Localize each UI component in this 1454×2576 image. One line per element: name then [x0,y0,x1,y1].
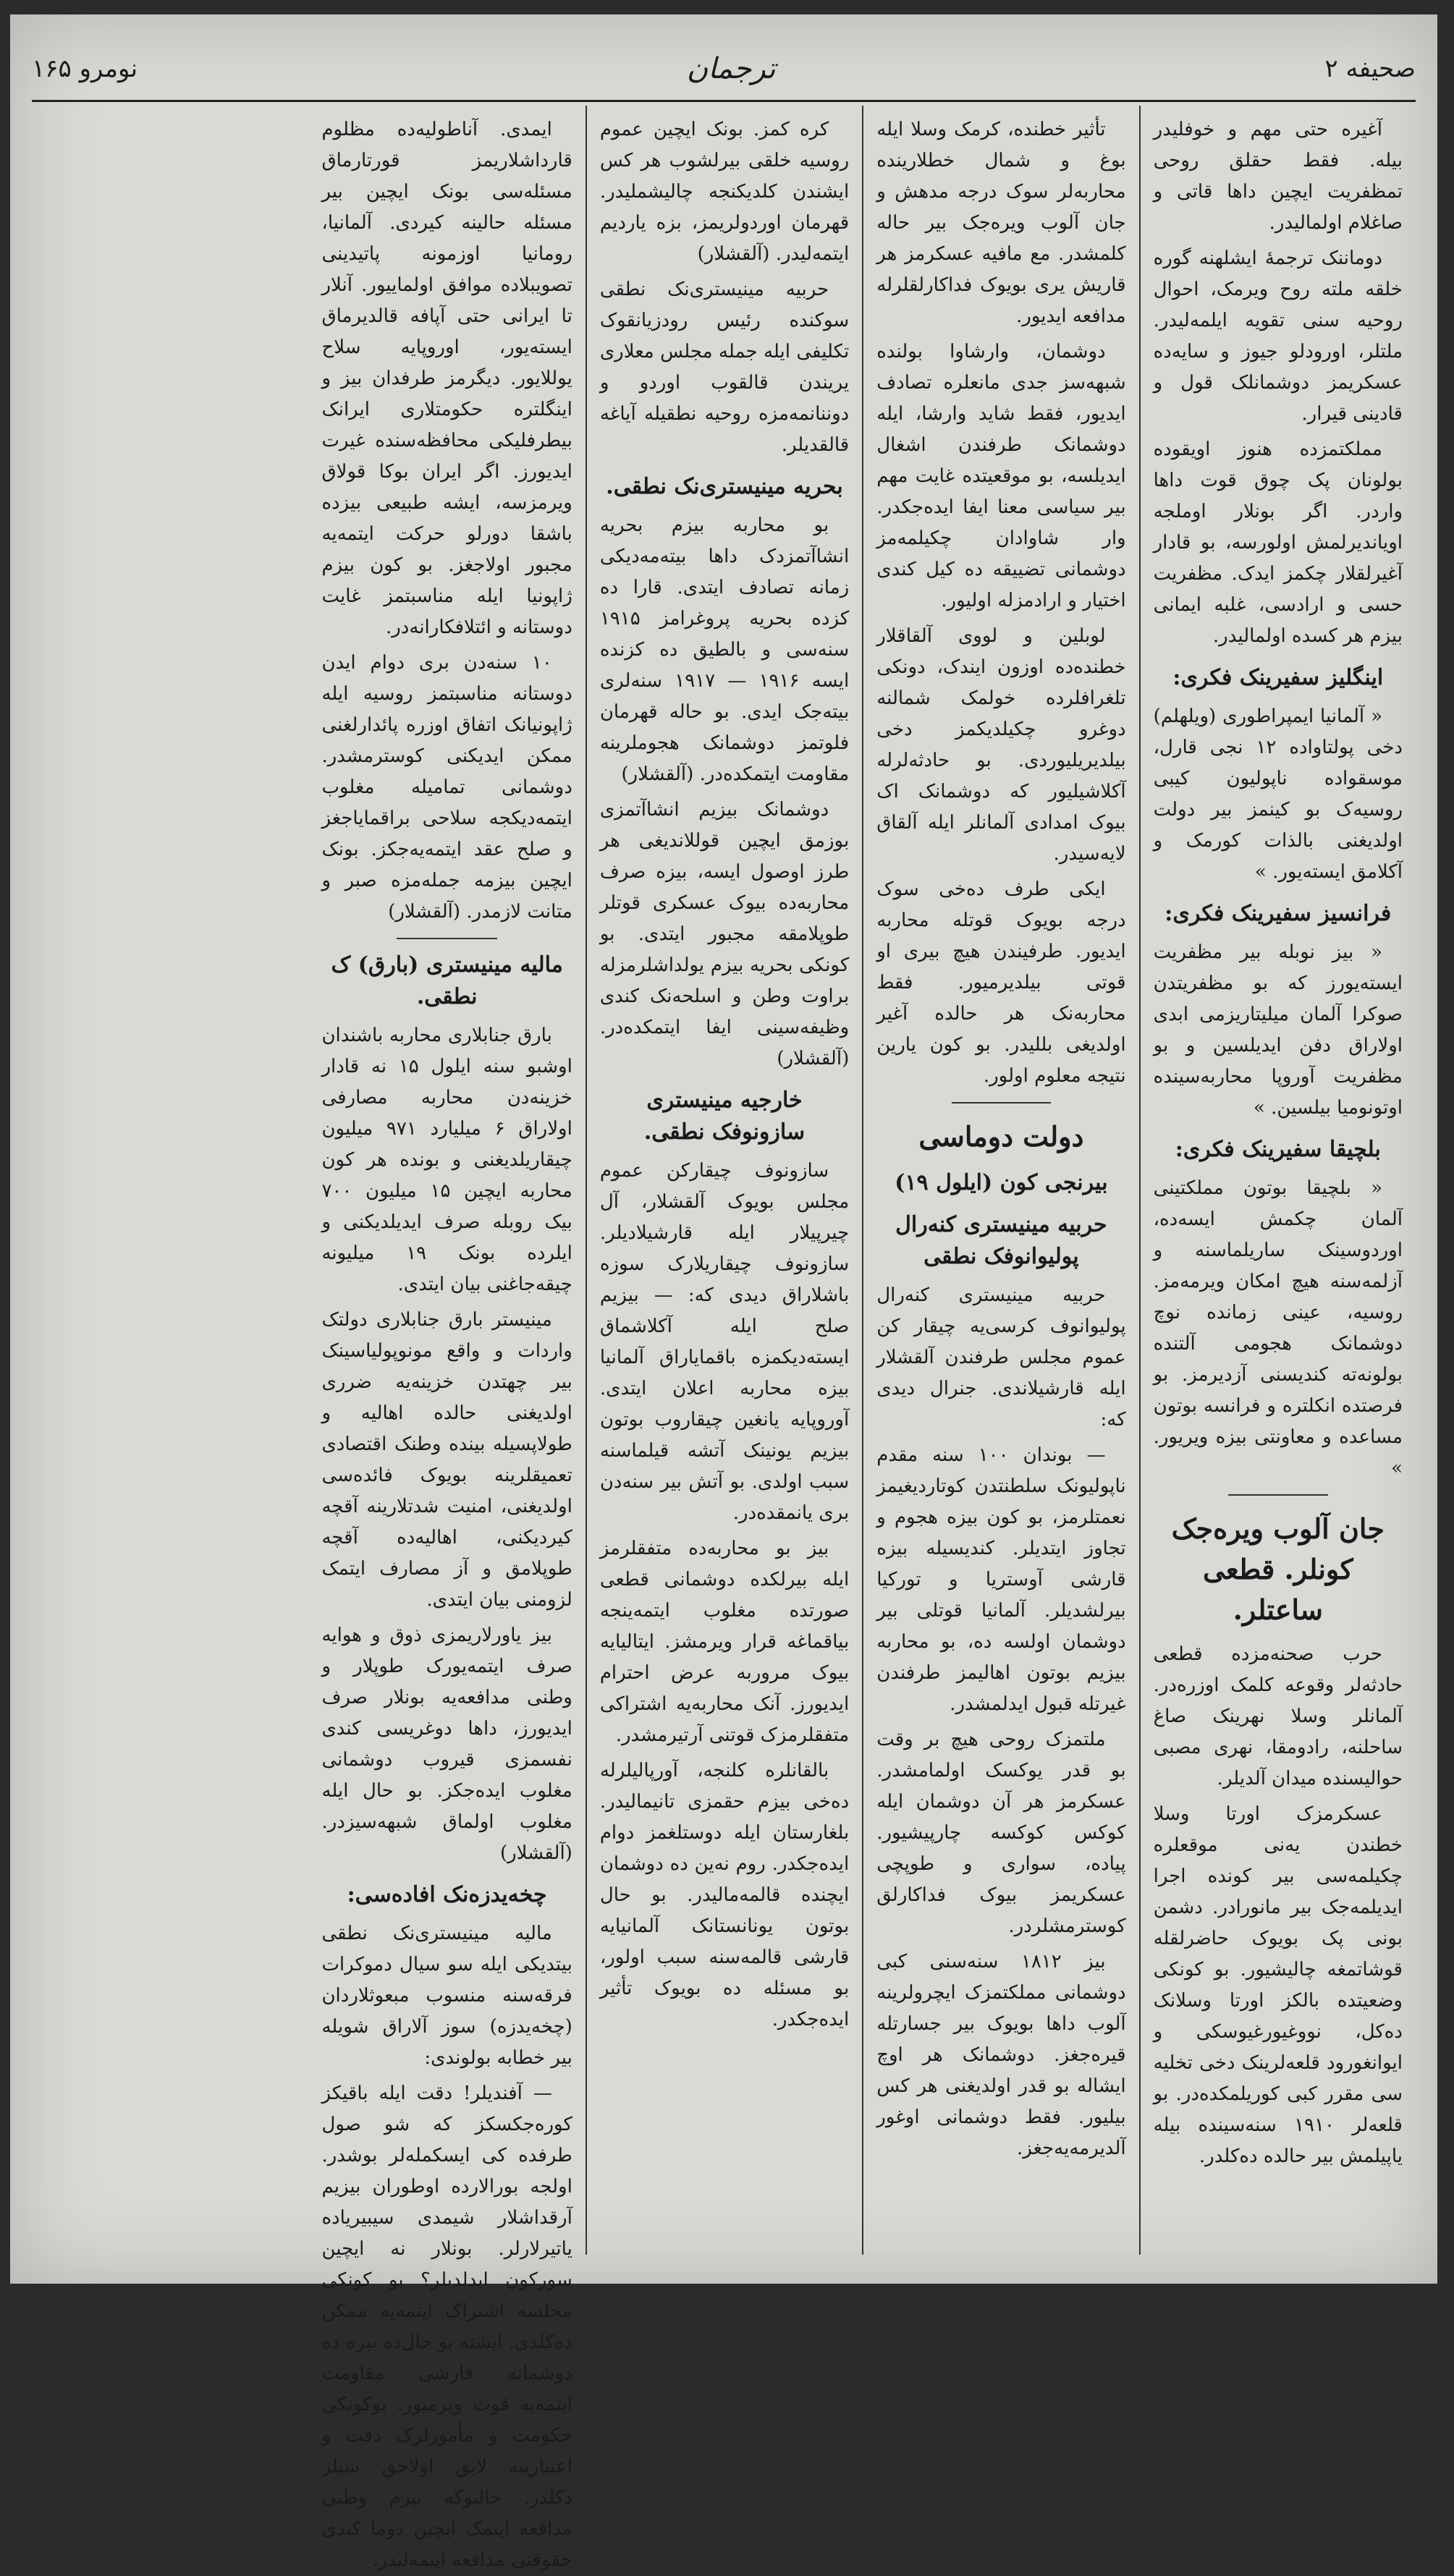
paragraph: سازونوف چیقارکن عموم مجلس بویوک آلقشلار، آل چیرپیلار ایله قارشیلادیلر. سازونوف چیقاریلارک سوزه باشلاراق دیدی که: — بیزیم صلح ایله آکلاشماق ایسته‌دیکمزه باقمایاراق آلمانیا بیزه محاربه اعلان ایتدی. آوروپایه یانغین چیقاروب بوتون بیزیم یونینک آتشه قیلماسنه سبب اولدی. بو آتش بیر سنه‌دن بری یانمقده‌در. [599,1160,850,1524]
paragraph: حربیه مینیستری کنه‌رال پولیوانوف کرسی‌یه چیقار کن عموم مجلس طرفندن آلقشلار ایله قارشیلاندی. جنرال دیدی که: [876,1284,1126,1431]
newspaper-page [10,14,1437,2571]
paragraph: دوشمان، وارشاوا بولنده شبهه‌سز جدی مانعلره تصادف ایدیور، فقط شاید وارشا، ایله دوشمانک طرفندن اشغال ایدیلسه، بو موقعیتده غایت مهم بیر سیاسی معنا ایفا ایده‌جکدر. وار شاوادان چکیلمه‌مز دوشمانی تضییقه ده کیل کندی اختیار و ارادمزله اولیور. [876,341,1126,611]
paragraph: دوشمانک بیزیم انشاآتمزی بوزمق ایچین قوللاندیغی هر طرز اوصول ایسه، بیزه صرف محاربه‌ده بیوک عسکری قوتلر طوپلامقه مجبور ایتدی. بو کونکی بحریه بیزم یولداشلرمزله براوت وطن و اسلحه‌نک کندی وظیفه‌سینی ایفا ایتمکده‌در. (آلقشلار) [599,799,850,1069]
paragraph: ایکی طرف ده‌خی سوک درجه بویوک قوتله محاربه ایدیور. طرفیندن هیچ بیری او قوتی بیلدیرمیور. فقط محاربه‌نک هر حالده آغیر اولدیغی بللیدر. بو کون یارین نتیجه معلوم اولور. [876,878,1126,1087]
paragraph: بیز بو محاربه‌ده متفقلرمز ایله بیرلکده دوشمانی قطعی صورتده مغلوب ایتمه‌ینجه بیاقماغه قرار ویرمشز. ایتالیایه بیوک مروربه عرض احترام ایدیورز. آنک محاربه‌یه اشتراکی متفقلرمزک قوتنی آرتیرمشدر. [599,1538,850,1746]
paragraph: ۱۰ سنه‌دن بری دوام ایدن دوستانه مناسبتمز روسیه ایله ژاپونیانک اتفاق اوزره پائدارلغنی ممکن ایدیکنی کوسترمشدر. دوشمانی تمامیله مغلوب ایتمه‌دیکجه سلاحی براقمایاجغز و صلح عقد ایتمه‌یه‌جکز. بونک ایچین بیزمه جمله‌مزه صبر و متانت لازمدر. (آلقشلار) [321,652,572,923]
paragraph: حرب صحنه‌مزده قطعی حادثه‌لر وقوعه کلمک اوزره‌در. آلمانلر وسلا نهرینک صاغ ساحلنه، رادومقا، نهری مصبی حوالیسنده میدان آلدیلر. [1153,1643,1403,1789]
section-divider [1228,1494,1328,1496]
paragraph: لوبلین و لووی آلقاقلار خطنده‌ده اوزون ایندک، دونکی تلغرافلرده خولمک شمالنه دوغرو چکیلدیکمز دخی بیلدیریلیوردی. بو حادثه‌لرله آکلاشیلیور که دوشمانک اک بیوک امدادی آلمانلر ایله آلقاق لایه‌سیدر. [876,625,1126,865]
issue-number-label: نومرو ۱۶۵ [32,54,138,83]
section-heading: فرانسیز سفیرینک فکری: [1165,901,1392,926]
section-heading: مالیه مینیستری (بارق) ک نطقی. [331,952,563,1009]
section-subtitle: بیرنجی کون (ایلول ۱۹) [895,1170,1108,1195]
article-headline: جان آلوب ویره‌جک کونلر. قطعی ساعتلر. [1171,1512,1385,1626]
paragraph: بارق جنابلاری محاربه باشندان اوشبو سنه ایلول ۱۵ نه قادار خزینه‌دن محاربه مصارفی اولاراق ۶ میلیارد ۹۷۱ میلیون چیقاریلدیغنی و بونده هر کون محاربه ایچین ۱۵ میلیون ۷۰۰ بیک روبله صرف ایدیلدیکنی و ایلرده بونک ۱۹ میلیونه چیقه‌جاغنی بیان ایتدی. [321,1025,572,1295]
paragraph: دوماننک ترجمهٔ ایشلهنه گوره خلقه ملته روح ویرمک، احوال روحیه سنی تقویه ایلمه‌لیدر. ملتلر، اورودلو جیوز و سایه‌ده عسکریمز دوشمانلک قول و قادینی قیرار. [1153,247,1403,425]
paragraph: « آلمانیا ایمپراطوری (ویلهلم) دخی پولتاواده ۱۲ نجی قارل، موسقواده ناپولیون کیبی روسیه‌ک بو کینمز بیر دولت اولدیغنی بالذات کورمک و آکلامق ایسته‌یور. » [1153,706,1403,883]
paragraph: ملتمزک روحی هیچ بر وقت بو قدر یوکسک اولمامشدر. عسکرمز هر آن دوشمان ایله کوکس کوکسه چارپیشیور. پیاده، سواری و طوپچی عسکریمز بیوک فداکارلق کوسترمشلردر. [876,1729,1126,1937]
section-heading: بحریه مینیستری‌نک نطقی. [606,474,843,499]
paragraph: — آفندیلر! دقت ایله باقیکز کوره‌جکسکز که شو صول طرفده کی ایسکمله‌لر بوشدر. اولجه بورالارده اوطوران بیزیم آرقداشلار شیمدی سیبیریاده یاتیرلارلر. بونلار نه ایچین سورکون ایدلدیلر؟ بو کونکی مجلسه اشتراک ایتمه‌یه ممکن ده‌کلدی. ایشته بو حال‌ده بیزه ده دوشمانه قارشی مقاومت ایتمه‌یه قوت ویرمیور. بوکونکی حکومت و مأمورلرک دقت و اعتبارینه لایق اولاجق شیلر دکلدر. حالبوکه بیزم وطنی مدافعه ایتمک ایچین دوما کندی حقوقنی مدافعه ایتمه‌لیدر. [321,2083,572,2571]
column-2 [862,106,1138,2255]
paragraph: حربیه مینیستری‌نک نطقی سوکنده رئیس رودزیانقوک تکلیفی ایله جمله مجلس معلاری یریندن قالقوب اوردو و دوننانمه‌مزه روحیه نطقیله آیاغه قالقدیلر. [599,279,850,456]
paragraph: مینیستر بارق جنابلاری دولتک واردات و واقع مونوپولیاسینک بیر چهتدن خزینه‌یه ضرری اولدیغنی حالده اهالیه و طولاپسیله بینده وطنک اقتصادی تعمیقلرینه بویوک فائده‌سی اولدیغنی، امنیت شدتلارینه آقچه کیردیکنی، اهالیه‌ده آقچه طوپلامق و آز مصارف ایتمک لزومنی بیان ایتدی. [321,1309,572,1611]
section-heading: اینگلیز سفیرینک فکری: [1172,665,1384,690]
paragraph: « بیز نوبله بیر مظفریت ایسته‌یورز که بو مظفریتدن صوکرا آلمان میلیتاریزمی ابدی اولاراق دفن ایدیلسین و بو مظفریت آوروپا محاربه‌سینده اوتونومیا بیلسین. » [1153,941,1403,1119]
section-divider [952,1102,1052,1103]
section-heading: حربیه مینیستری کنه‌رال پولیوانوفک نطقی [895,1212,1107,1269]
paragraph: — بوندان ۱۰۰ سنه مقدم ناپولیونک سلطنتدن کوتاردیغیمز نعمتلرمز، بو کون بیزه هجوم و تجاوز ایتدیلر. کندیسیله بیزه قارشی آوستریا و تورکیا بیرلشدیلر. آلمانیا قوتلی بیر دوشمان اولسه ده، بو محاربه بیزیم بوتون اهالیمز طرفندن غیرتله قبول ایدلمشدر. [876,1444,1126,1715]
section-heading: چخه‌یدزه‌نک افاده‌سی: [347,1882,547,1907]
page-number-label: صحیفه ۲ [1324,54,1416,83]
column-1 [1139,106,1416,2255]
header-rule [32,100,1416,102]
page-header [32,43,1416,94]
paragraph: بالقانلره کلنجه، آورپالیلرله ده‌خی بیزم حقمزی تانیمالیدر. بلغارستان ایله دوستلغمز دوام ایده‌جکدر. روم نه‌ین ده دوشمان ایچنده قالمه‌مالیدر. بو حال بوتون یونانستانک آلمانیایه قارشی قالمه‌سنه سبب اولور، بو مسئله ده بویوک تأثیر ایده‌جکدر. [599,1760,850,2030]
paragraph: مملکتمزده هنوز اویقوده بولونان پک چوق قوت داها واردر. اگر بونلار اوملجه اویاندیرلمش اولورسه، بو قادار آغیرلقلار چکمز ایدک. مظفریت حسی و ارادسی، غلبه ایمانی بیزم هر کسده اولمالیدر. [1153,438,1403,647]
section-heading: بلچیقا سفیرینک فکری: [1175,1137,1381,1162]
paragraph: کره کمز. بونک ایچین عموم روسیه خلقی بیرلشوب هر کس ایشندن کلدیکنجه چالیشملیدر. قهرمان اوردولریمز، بزه یاردیم ایتمه‌لیدر. (آلقشلار) [599,119,850,265]
masthead-title: ترجمان [686,52,776,85]
column-3 [586,106,862,2255]
section-title: دولت دوماسی [918,1120,1084,1153]
text-columns [32,106,1416,2571]
paragraph: بو محاربه بیزم بحریه انشاآتمزدک داها بیته‌مه‌دیکی زمانه تصادف ایتدی. قارا ده کزده بحریه پروغرامز ۱۹۱۵ سنه‌سی و بالطیق ده کزنده ایسه ۱۹۱۶ — ۱۹۱۷ سنه‌لری بیته‌جک ایدی. بو حاله قهرمان فلوتمز دوشمانک هجوملرینه مقاومت ایتمکده‌در. (آلقشلار) [599,514,850,785]
paragraph: مالیه مینیستری‌نک نطقی بیتدیکی ایله سو سیال دموکرات فرقه‌سنه منسوب مبعوثلاردان (چخه‌یدزه) سوز آلاراق شویله بیر خطابه بولوندی: [321,1923,572,2069]
section-divider [397,938,497,939]
paragraph: تأثیر خطنده، کرمک وسلا ایله بوغ و شمال خطلارینده محاربه‌لر سوک درجه مدهش و جان آلوب ویره‌جک بیر حاله کلمشدر. مع مافیه عسکرمز هر قاریش یری بویوک فداکارلقلرله مدافعه ایدیور. [876,119,1126,327]
paragraph: آغیره حتی مهم و خوفلیدر بیله. فقط حقلق روحی تمظفریت ایچین داها قاتی و صاغلام اولمالیدر. [1153,119,1403,234]
section-heading: خارجیه مینیستری سازونوفک نطقی. [643,1088,806,1145]
paragraph: « بلچیقا بوتون مملکتینی آلمان چکمش ایسه‌ده، اوردوسینک ساریلماسنه و آزلمه‌سنه هیچ امکان ویرمه‌مز. روسیه، عینی زمانده نوچ دوشمانک هجومی آلتنده بولونه‌ته کندیسنی آزدیرمز. بو فرصتده انکلتره و فرانسه بوتون مساعده و معاونتی بیزه ویریور. » [1153,1177,1403,1479]
paragraph: عسکرمزک اورتا وسلا خطندن یه‌نی موقعلره چکیلمه‌سی بیر کونده اجرا ایدیلمه‌جک بیر مانورادر. دشمن بونی پک بویوک حاضرلقله قوشاتمغه چالیشیور. بو کونکی وضعیتده بالکز اورتا وسلانک ده‌کل، نووغیورغیوسکی و ایوانغورود قلعه‌لرینک دخی تخلیه سی مقرر کبی کوریلمکده‌در. بو قلعه‌لر ۱۹۱۰ سنه‌سینده بیله یاپیلمش بیر حالده ده‌کلدر. [1153,1803,1403,2167]
column-4 [308,106,585,2571]
paragraph: بیز یاورلاریمزی ذوق و هوایه صرف ایتمه‌یورک طوپلار و وطنی مدافعه‌یه بونلار صرف ایدیورز، داها دوغریسی کندی نفسمزی قیروب دوشمانی مغلوب ایده‌جکز. بو حال ایله مغلوب اولماق شبهه‌سیزدر. (آلقشلار) [321,1624,572,1864]
paragraph: ایمدی. آناطولیه‌ده مظلوم قارداشلاریمز قورتارماق مسئله‌سی بونک ایچین بیر مسئله حالینه کیردی. آلمانیا، رومانیا اوزمونه پاتیدینی تصویبلاده موافق اولماییور. آنلار تا ایرانی حتی آپافه قالدیرماق ایسته‌یور، اوروپایه سلاح یوللایور. دیگرمز طرفدان بیز و اینگلتره حکومتلاری ایرانک بیطرفلیکی محافظه‌سنده غیرت ایدیورز. اگر ایران بوکا قولاق ویرمزسه، ایشه طبیعی بیزده باشقا دورلو حرکت ایتمه‌یه مجبور اولاجغز. بو کون بیزم ژاپونیا ایله مناسبتمز غایت دوستانه و ائتلافکارانه‌در. [321,119,572,638]
paragraph: بیز ۱۸۱۲ سنه‌سنی کبی دوشمانی مملکتمزک ایچرولرینه آلوب داها بویوک بیر جسارتله قیره‌جغز. دوشمانک هر اوچ ایشاله بو قدر اولدیغنی هر کس بیلیور. فقط دوشمانی اوغور آلدیرمه‌یه‌جغز. [876,1951,1126,2159]
